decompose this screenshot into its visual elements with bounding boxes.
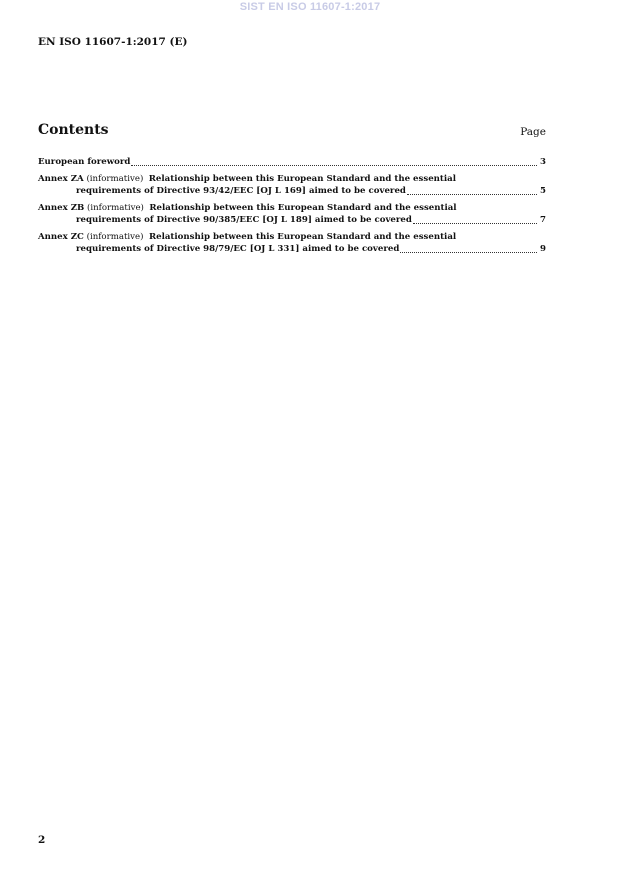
annex-title-line1[interactable]: Relationship between this European Standard and the essential	[149, 203, 457, 213]
dot-leader	[131, 157, 537, 166]
toc-entry-european-foreword[interactable]	[38, 156, 546, 168]
document-id-header: EN ISO 11607-1:2017 (E)	[38, 36, 188, 48]
dot-leader	[400, 244, 537, 253]
toc-page-number: 3	[540, 157, 546, 167]
annex-type: (informative)	[86, 232, 144, 242]
toc-entry-annex-zc[interactable]	[38, 231, 546, 255]
watermark: SIST EN ISO 11607-1:2017	[239, 1, 381, 13]
toc-entry-annex-zb[interactable]	[38, 202, 546, 226]
annex-title-line2[interactable]: requirements of Directive 98/79/EC [OJ L 331] aimed to be covered	[76, 244, 400, 254]
annex-title-line2[interactable]: requirements of Directive 90/385/EEC [OJ L 189] aimed to be covered	[76, 215, 412, 225]
page-number: 2	[38, 834, 46, 846]
annex-type: (informative)	[86, 174, 144, 184]
annex-title-line1[interactable]: Relationship between this European Standard and the essential	[148, 232, 457, 242]
annex-title-line2[interactable]: requirements of Directive 93/42/EEC [OJ L 169] aimed to be covered	[76, 186, 406, 196]
annex-label[interactable]: Annex ZC	[38, 232, 84, 242]
toc-page-number: 7	[540, 215, 546, 225]
dot-leader	[407, 186, 537, 195]
toc-page-number: 5	[540, 186, 546, 196]
toc-entry-annex-za[interactable]	[38, 173, 546, 197]
toc-entry-title[interactable]: European foreword	[38, 157, 131, 167]
annex-label[interactable]: Annex ZB	[38, 203, 85, 213]
annex-title-line1[interactable]: Relationship between this European Standard and the essential	[148, 174, 456, 184]
table-of-contents	[38, 156, 546, 260]
toc-page-number: 9	[540, 244, 546, 254]
annex-type: (informative)	[87, 203, 144, 213]
dot-leader	[413, 215, 537, 224]
annex-label[interactable]: Annex ZA	[38, 174, 84, 184]
page-column-label: Page	[520, 126, 546, 138]
contents-title: Contents	[38, 122, 109, 138]
